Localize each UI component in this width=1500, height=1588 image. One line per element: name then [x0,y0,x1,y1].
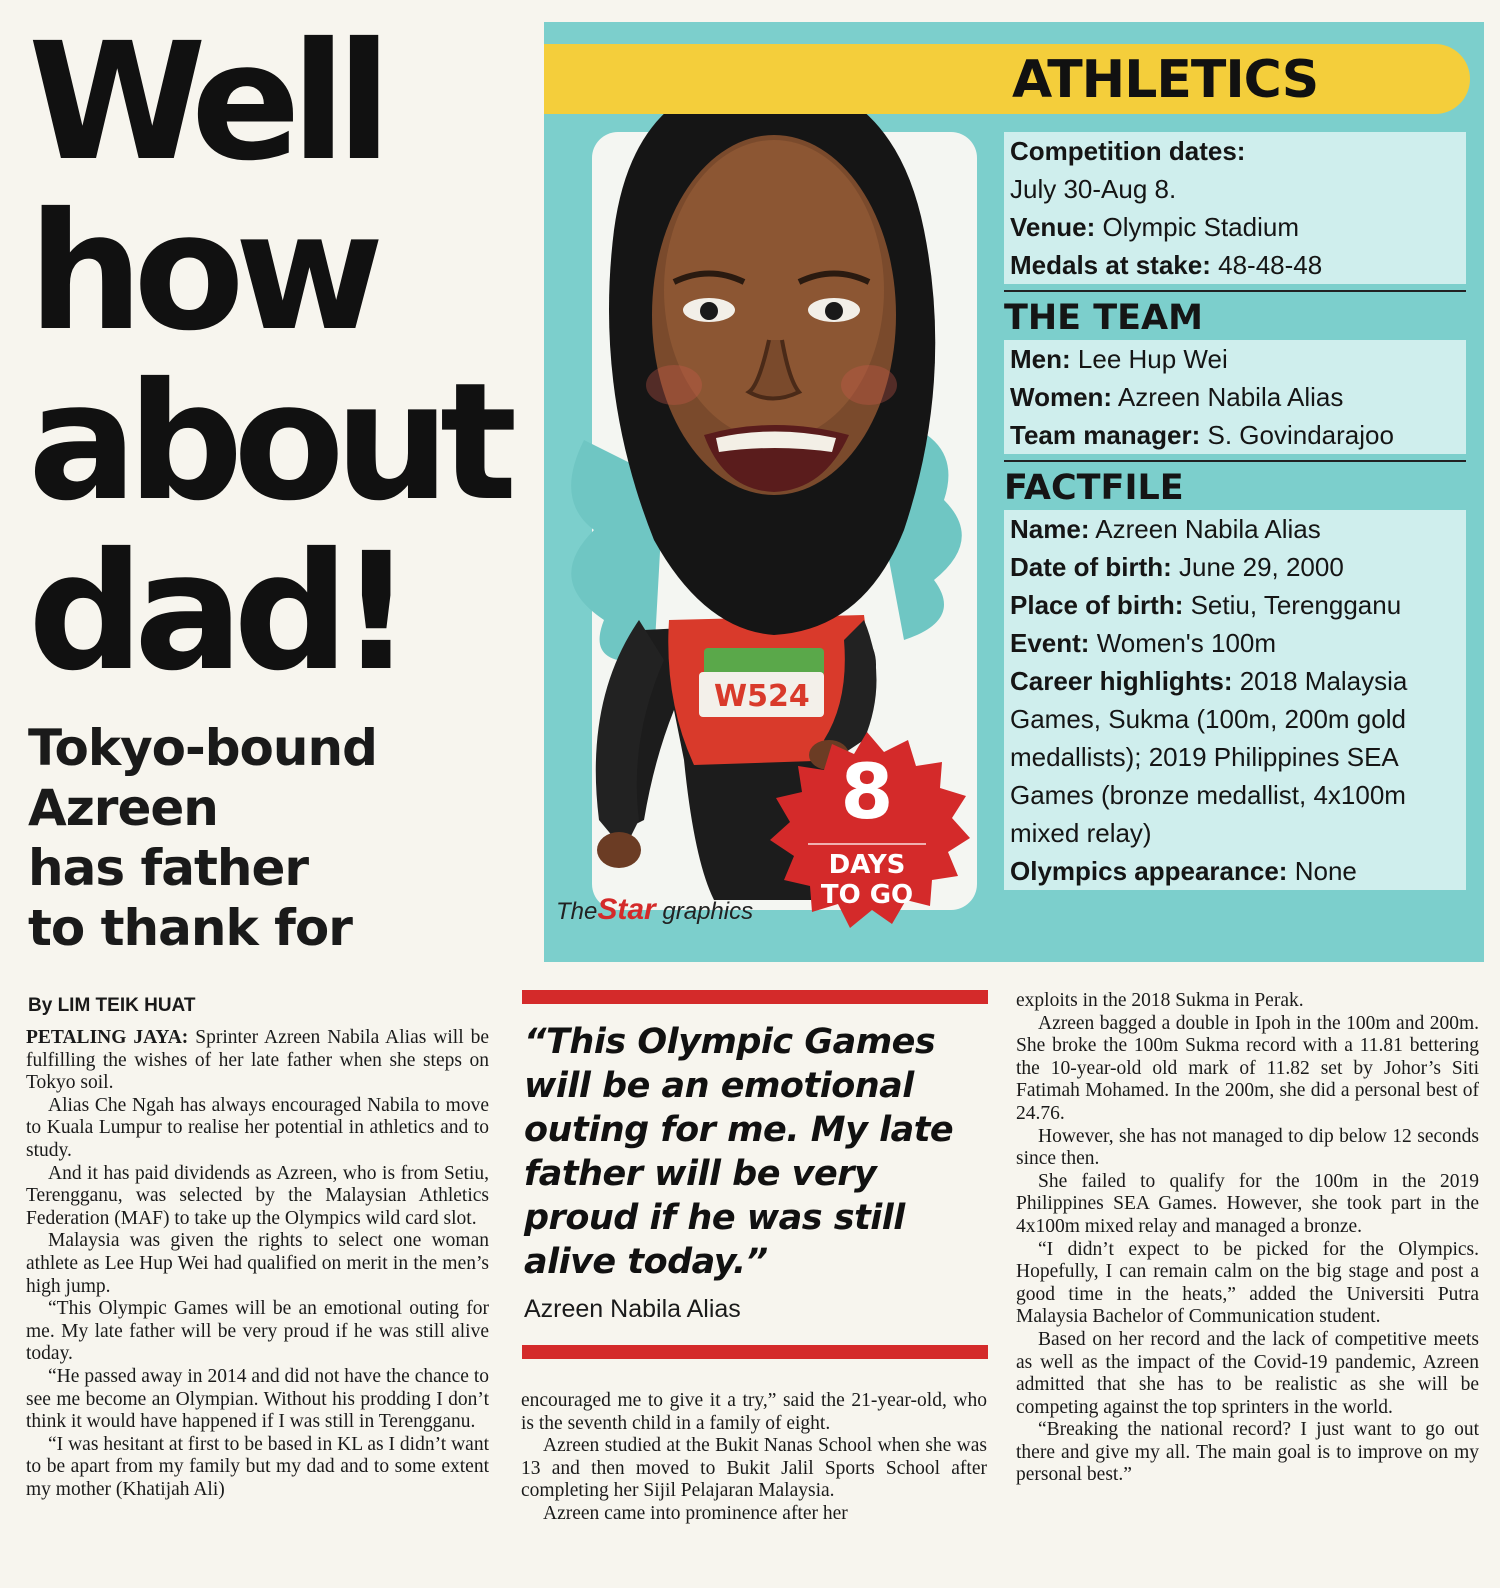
team-heading: THE TEAM [1004,290,1466,340]
headline-line: Well [28,9,382,197]
paragraph [26,1027,489,1095]
fact-value: Azreen Nabila Alias [1117,382,1344,412]
headline-line: dad! [28,519,404,707]
paragraph: encouraged me to give it a try,” said the 21-year-old, who is the seventh child in a family of eight. [521,1390,987,1434]
paragraph: She failed to qualify for the 100m in the 2019 Philippines SEA Games. However, she took part in the 4x100m mixed relay and managed a bronze. [1016,1170,1479,1237]
fact-medals [1004,246,1466,284]
graphics-credit [556,893,753,927]
countdown-divider [808,843,926,845]
paragraph: “I was hesitant at first to be based in KL as I didn’t want to be apart from my family but my dad and to some extent my mother (Khatijah Ali) [26,1433,489,1500]
left-pupil [700,302,718,320]
pullquote-attribution: Azreen Nabila Alias [524,1295,741,1323]
subhead-line: to thank for [28,899,352,957]
fact-label: Event: [1010,628,1090,658]
fact-label: Team manager: [1010,420,1201,450]
fact-dob [1004,548,1466,586]
countdown-label-line: TO GO [820,880,914,910]
headline-line: about [28,349,508,537]
fact-label: Women: [1010,382,1113,412]
countdown-label-line: DAYS [828,850,906,880]
bib-number: W524 [714,679,810,714]
fact-competition [1004,132,1466,170]
paragraph: Azreen came into prominence after her [543,1502,848,1524]
headline [28,9,508,707]
fact-olympics [1004,852,1466,890]
pullquote-rule-top [522,990,988,1004]
fact-value: S. Govindarajoo [1207,420,1394,450]
fact-label: Men: [1010,344,1071,374]
paragraph: “I didn’t expect to be picked for the Olympics. Hopefully, I can remain calm on the big stage and post a good time in the heats,” added the Universiti Putra Malaysia Bachelor of Communication student. [1016,1238,1479,1328]
left-cheek [646,365,702,405]
factfile-heading: FACTFILE [1004,460,1466,510]
paragraph: Azreen studied at the Bukit Nanas School when she was 13 and then moved to Bukit Jalil Sports School after completing her Sijil Pelajaran Malaysia. [521,1435,987,1502]
article-column-3 [1016,990,1479,1487]
fact-value: 2018 Malaysia Games, Sukma (100m, 200m gold medallists); 2019 Philippines SEA Games (bronze medallist, 4x100m mixed relay) [1010,666,1408,848]
fact-men [1004,340,1466,378]
paragraph: Azreen bagged a double in Ipoh in the 100m and 200m. She broke the 100m Sukma record with a 11.81 bettering the 10-year-old old mark of 11.82 set by Johor’s Siti Fatimah Mohamed. In the 200m, she did a personal best of 24.76. [1016,1012,1479,1124]
fact-label: Career highlights: [1010,666,1233,696]
paragraph: Malaysia was given the rights to select one woman athlete as Lee Hup Wei had qualified on merit in the men’s high jump. [26,1230,489,1297]
subhead-line: Azreen [28,779,218,837]
countdown-label [762,850,972,910]
fact-value: None [1294,856,1357,886]
fact-value: Setiu, Terengganu [1190,590,1402,620]
fact-value: Lee Hup Wei [1077,344,1228,374]
subhead-line: has father [28,839,309,897]
fact-value: Women's 100m [1096,628,1277,658]
right-cheek [841,365,897,405]
fact-label: Medals at stake: [1010,250,1211,280]
left-hand [597,832,641,868]
byline: By LIM TEIK HUAT [28,995,196,1016]
fact-competition-value [1004,170,1466,208]
subheadline [28,718,468,958]
fact-label: Competition dates: [1010,136,1246,166]
bib-header [704,648,824,676]
fact-venue [1004,208,1466,246]
infobox-facts [1004,132,1466,890]
fact-label: Venue: [1010,212,1096,242]
fact-pob [1004,586,1466,624]
fact-women [1004,378,1466,416]
article-column-2 [521,1390,987,1526]
paragraph: “Breaking the national record? I just want to go out there and give my all. The main goal is to improve on my personal best.” [1016,1419,1479,1486]
headline-line: how [28,179,375,367]
fact-value: 48-48-48 [1218,250,1323,280]
paragraph: Alias Che Ngah has always encouraged Nabila to move to Kuala Lumpur to realise her potential in athletics and to study. [26,1094,489,1161]
countdown-number: 8 [840,747,894,836]
fact-career [1004,662,1466,852]
pullquote-rule-bottom [522,1345,988,1359]
paragraph: “This Olympic Games will be an emotional outing for me. My late father will be very proud if he was still alive today. [26,1298,489,1365]
paragraph: And it has paid dividends as Azreen, who is from Setiu, Terengganu, was selected by the Malaysian Athletics Federation (MAF) to take up the Olympics wild card slot. [26,1162,489,1229]
paragraph: Based on her record and the lack of competitive meets as well as the impact of the Covid-19 pandemic, Azreen admitted that she has to be realistic as she will be competing against the top sprinters in the world. [1016,1328,1479,1418]
fact-name [1004,510,1466,548]
fact-value: Azreen Nabila Alias [1095,514,1321,544]
paragraph-text: Sprinter Azreen Nabila Alias will be fulfilling the wishes of her late father when she steps on Tokyo soil. [26,1027,490,1094]
fact-label: Place of birth: [1010,590,1184,620]
paragraph: exploits in the 2018 Sukma in Perak. [1016,990,1304,1011]
fact-manager [1004,416,1466,454]
fact-value: July 30-Aug 8. [1010,174,1177,204]
pullquote-text: “This Olympic Games will be an emotional outing for me. My late father will be very proud if he was still alive today.” [524,1022,954,1282]
credit-graphics: graphics [662,898,754,925]
right-pupil [825,302,843,320]
paragraph: “He passed away in 2014 and did not have the chance to see me become an Olympian. Without his prodding I don’t think it would have happened if I was still in Terengganu. [26,1365,489,1433]
fact-label: Name: [1010,514,1090,544]
fact-label: Olympics appearance: [1010,856,1288,886]
fact-label: Date of birth: [1010,552,1172,582]
sport-title: ATHLETICS [1012,50,1319,110]
dateline: PETALING JAYA: [26,1027,189,1048]
credit-the: The [556,898,598,925]
fact-value: Olympic Stadium [1102,212,1299,242]
paragraph: However, she has not managed to dip below 12 seconds since then. [1016,1125,1479,1170]
fact-event [1004,624,1466,662]
fact-value: June 29, 2000 [1179,552,1344,582]
credit-star-logo: Star [597,893,656,926]
article-column-1 [26,1027,489,1501]
subhead-line: Tokyo-bound [28,719,377,777]
sport-banner [544,44,1470,114]
